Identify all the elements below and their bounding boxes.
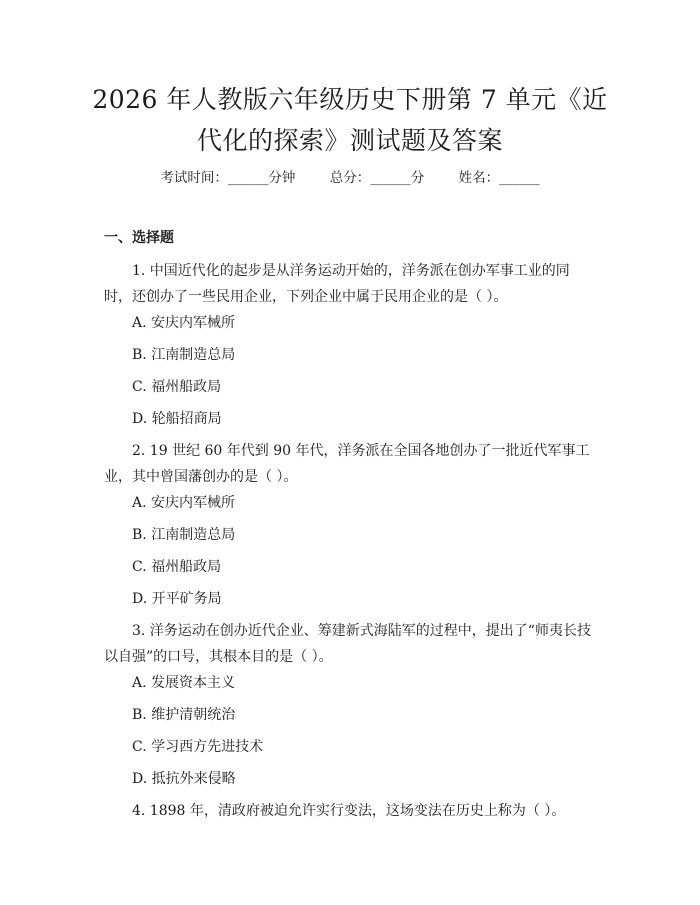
question-1-option-d: D. 轮船招商局	[132, 411, 222, 427]
exam-info-line: 考试时间：______分钟 总分：______分 姓名：______	[160, 170, 540, 186]
question-3-option-a: A. 发展资本主义	[132, 675, 236, 691]
document-title-line-1: 2026 年人教版六年级历史下册第 7 单元《近	[92, 85, 608, 114]
question-3-option-d: D. 抵抗外来侵略	[132, 771, 236, 787]
question-1-option-c: C. 福州船政局	[132, 379, 222, 395]
question-3-text: 3. 洋务运动在创办近代企业、筹建新式海陆军的过程中，提出了“师夷长技以自强”的口号，其根本目的是（ ）。	[104, 623, 591, 665]
question-1-option-a: A. 安庆内军械所	[132, 315, 236, 331]
question-3-option-b: B. 维护清朝统治	[132, 707, 236, 723]
question-2-text: 2. 19 世纪 60 年代到 90 年代，洋务派在全国各地创办了一批近代军事工业，其中曾国藩创办的是（ ）。	[104, 443, 590, 485]
section-title: 一、选择题	[104, 230, 174, 246]
question-1-option-b: B. 江南制造总局	[132, 347, 236, 363]
question-4-text: 4. 1898 年，清政府被迫允许实行变法，这场变法在历史上称为（ ）。	[132, 803, 566, 819]
question-1-text: 1. 中国近代化的起步是从洋务运动开始的，洋务派在创办军事工业的同时，还创办了一些民用企业，下列企业中属于民用企业的是（ ）。	[104, 263, 570, 305]
question-2-option-a: A. 安庆内军械所	[132, 495, 236, 511]
question-3-option-c: C. 学习西方先进技术	[132, 739, 264, 755]
question-2-option-c: C. 福州船政局	[132, 559, 222, 575]
question-2-option-d: D. 开平矿务局	[132, 591, 222, 607]
document-title-line-2: 代化的探索》测试题及答案	[196, 126, 503, 155]
question-2-option-b: B. 江南制造总局	[132, 527, 236, 543]
